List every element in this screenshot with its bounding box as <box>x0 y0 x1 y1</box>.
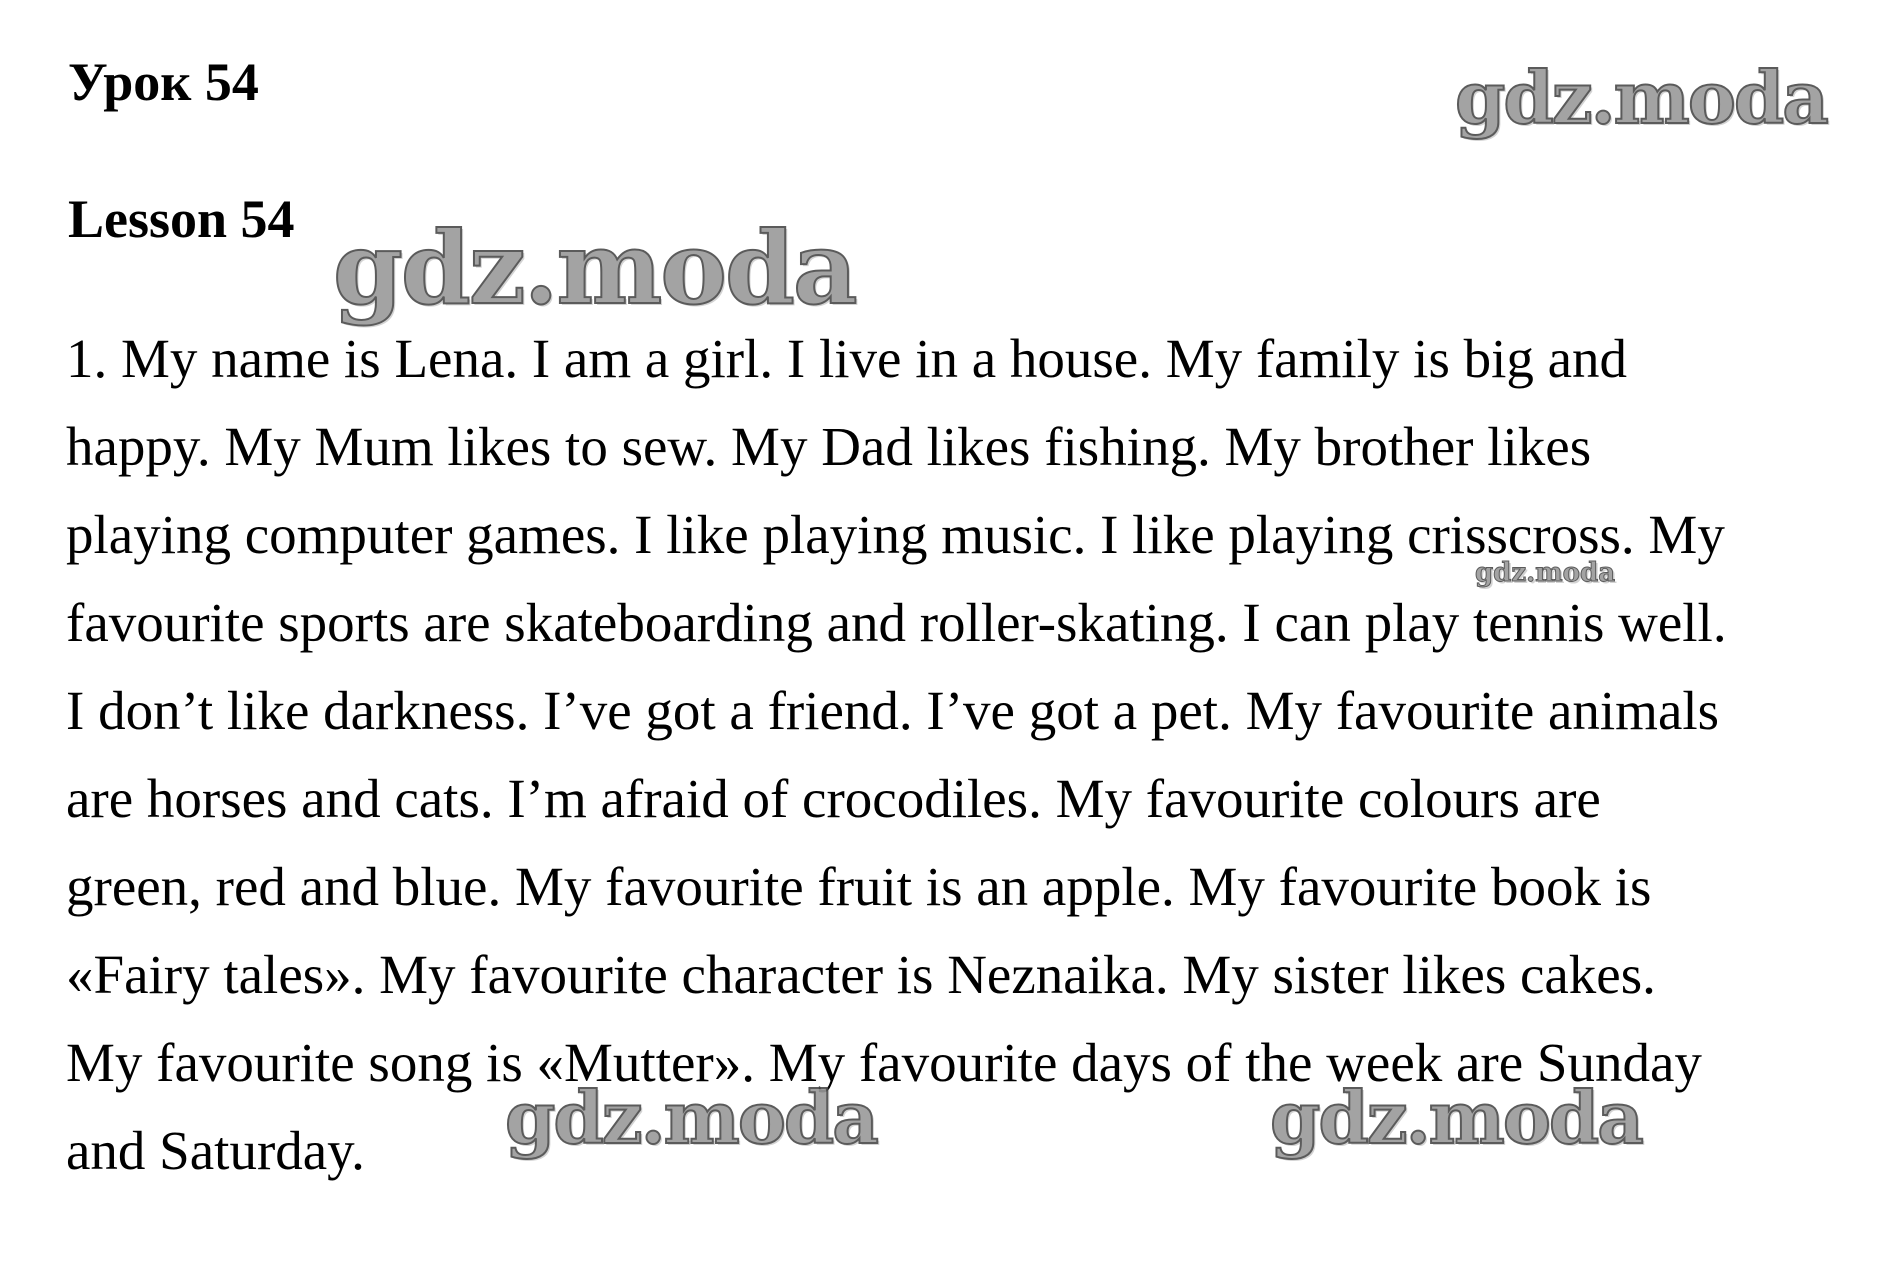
lesson-heading-russian: Урок 54 <box>68 52 259 112</box>
watermark: gdz.moda <box>333 209 856 327</box>
exercise-text <box>66 315 1866 1195</box>
watermark: gdz.moda <box>1475 558 1616 588</box>
text-line: green, red and blue. My favourite fruit is an apple. My favourite book is <box>66 856 1652 917</box>
watermark: gdz.moda <box>1270 1075 1642 1160</box>
text-line: 1. My name is Lena. I am a girl. I live in a house. My family is big and <box>66 328 1628 389</box>
lesson-heading-english: Lesson 54 <box>68 189 295 249</box>
text-line: are horses and cats. I’m afraid of crocodiles. My favourite colours are <box>66 768 1601 829</box>
text-line: «Fairy tales». My favourite character is Neznaika. My sister likes cakes. <box>66 944 1656 1005</box>
text-line: My favourite song is «Mutter». My favourite days of the week are Sunday <box>66 1032 1702 1093</box>
watermark: gdz.moda <box>505 1075 877 1160</box>
text-line: I don’t like darkness. I’ve got a friend. I’ve got a pet. My favourite animals <box>66 680 1720 741</box>
text-line: happy. My Mum likes to sew. My Dad likes fishing. My brother likes <box>66 416 1592 477</box>
watermark: gdz.moda <box>1455 55 1827 140</box>
text-line: playing computer games. I like playing music. I like playing crisscross. My <box>66 504 1725 565</box>
text-line: favourite sports are skateboarding and roller-skating. I can play tennis well. <box>66 592 1727 653</box>
text-line: and Saturday. <box>66 1120 365 1181</box>
